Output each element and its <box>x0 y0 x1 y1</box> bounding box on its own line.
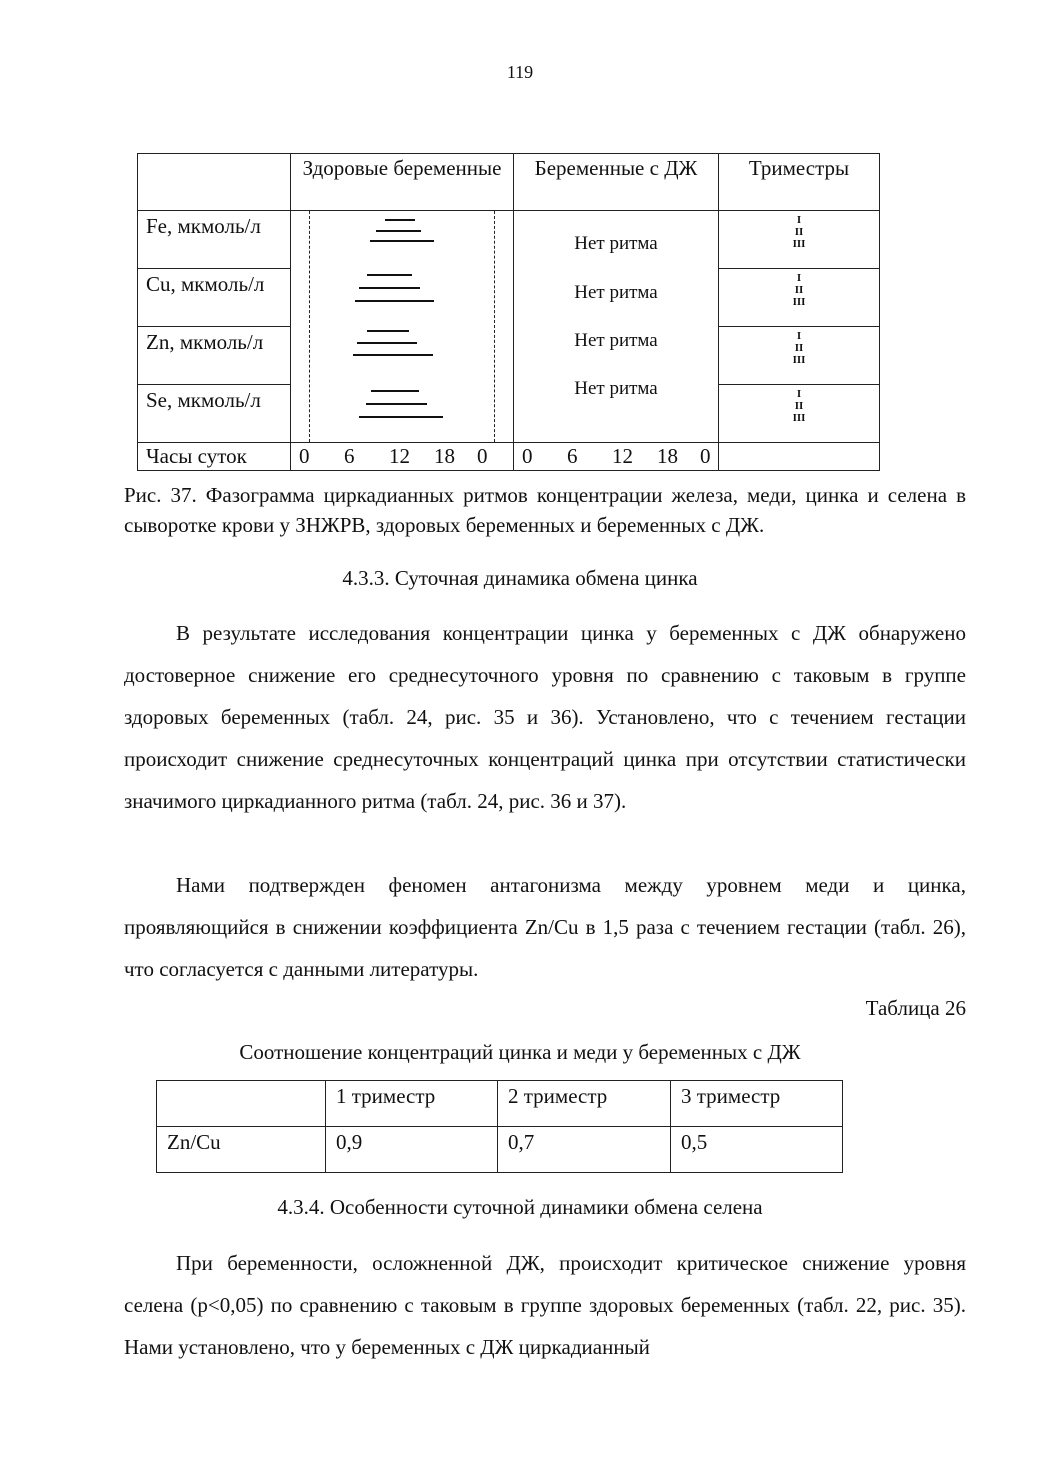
hours-axis-ida <box>514 443 719 471</box>
no-rhythm-cu: Нет ритма <box>574 282 658 303</box>
hours-label: Часы суток <box>138 443 291 471</box>
trimester-label: II <box>794 400 804 412</box>
hours-axis-empty <box>719 443 880 471</box>
table-26-cell: 0,5 <box>671 1127 843 1173</box>
table-26-header-cell: 2 триместр <box>498 1081 671 1127</box>
fig-header-healthy: Здоровые беременные <box>291 154 514 211</box>
trimester-label: III <box>792 296 806 308</box>
hour-tick: 12 <box>389 444 410 468</box>
table-26 <box>156 1080 843 1173</box>
section-heading-zinc: 4.3.3. Суточная динамика обмена цинка <box>342 566 698 590</box>
trimester-labels-cu <box>719 269 880 327</box>
page-number: 119 <box>506 62 534 82</box>
hour-tick: 12 <box>612 444 633 468</box>
trimester-label: II <box>794 226 804 238</box>
table-26-cell: 0,9 <box>326 1127 498 1173</box>
fig-header-ida: Беременные с ДЖ <box>514 154 719 211</box>
ida-phase-area <box>514 211 719 443</box>
trimester-label: III <box>792 354 806 366</box>
healthy-phase-area <box>291 211 514 443</box>
table-26-header-cell <box>157 1081 326 1127</box>
phase-bar-fe-3 <box>370 240 434 242</box>
trimester-label: II <box>794 284 804 296</box>
hour-tick: 6 <box>344 444 355 468</box>
no-rhythm-zn: Нет ритма <box>574 330 658 351</box>
trimester-label: I <box>796 272 802 284</box>
phase-bar-se-3 <box>359 416 443 418</box>
fig-header-empty <box>138 154 291 211</box>
fig-header-trimesters: Триместры <box>719 154 880 211</box>
paragraph-zn-cu-antagonism: Нами подтвержден феномен антагонизма между уровнем меди и цинка, проявляющийся в снижении коэффициента Zn/Cu в 1,5 раза с течением гестации (табл. 26), что согласуется с данными литературы. <box>124 873 966 981</box>
fig-row-label-zn: Zn, мкмоль/л <box>138 327 291 385</box>
phase-bar-cu-1 <box>367 274 412 276</box>
trimester-labels-se <box>719 385 880 443</box>
phasogram-figure-table <box>137 153 880 471</box>
hour-tick: 0 <box>522 444 533 468</box>
no-rhythm-se: Нет ритма <box>574 378 658 399</box>
trimester-label: III <box>792 238 806 250</box>
hour-tick: 0 <box>700 444 711 468</box>
phase-boundary-left <box>309 211 310 442</box>
phase-bar-cu-3 <box>355 300 434 302</box>
phase-bar-zn-3 <box>353 354 433 356</box>
table-26-cell: 0,7 <box>498 1127 671 1173</box>
phase-bar-se-1 <box>371 390 419 392</box>
no-rhythm-fe: Нет ритма <box>574 233 658 254</box>
trimester-label: II <box>794 342 804 354</box>
hour-tick: 0 <box>477 444 488 468</box>
trimester-label: I <box>796 214 802 226</box>
phase-bar-zn-2 <box>357 342 417 344</box>
phase-boundary-right <box>494 211 495 442</box>
table-26-header-cell: 1 триместр <box>326 1081 498 1127</box>
table-26-header-cell: 3 триместр <box>671 1081 843 1127</box>
table-26-title: Соотношение концентраций цинка и меди у беременных с ДЖ <box>239 1040 801 1064</box>
fig-row-label-fe: Fe, мкмоль/л <box>138 211 291 269</box>
section-heading-selenium: 4.3.4. Особенности суточной динамики обмена селена <box>277 1195 763 1219</box>
hour-tick: 0 <box>299 444 310 468</box>
trimester-label: I <box>796 330 802 342</box>
hour-tick: 18 <box>434 444 455 468</box>
hour-tick: 6 <box>567 444 578 468</box>
trimester-label: III <box>792 412 806 424</box>
phase-bar-fe-1 <box>385 219 415 221</box>
fig-row-label-se: Se, мкмоль/л <box>138 385 291 443</box>
phase-bar-fe-2 <box>376 230 421 232</box>
trimester-labels-fe <box>719 211 880 269</box>
hour-tick: 18 <box>657 444 678 468</box>
table-26-cell: Zn/Cu <box>157 1127 326 1173</box>
fig-row-label-cu: Cu, мкмоль/л <box>138 269 291 327</box>
paragraph-zinc-results: В результате исследования концентрации цинка у беременных с ДЖ обнаружено достоверное снижение его среднесуточного уровня по сравнению с таковым в группе здоровых беременных (табл. 24, рис. 35 и 36). Установлено, что с течением гестации происходит снижение среднесуточных концентраций цинка при отсутствии статистически значимого циркадианного ритма (табл. 24, рис. 36 и 37). <box>124 621 966 813</box>
figure-caption: Рис. 37. Фазограмма циркадианных ритмов концентрации железа, меди, цинка и селена в сыворотке крови у ЗНЖРВ, здоровых беременных и беременных с ДЖ. <box>124 483 966 537</box>
phase-bar-zn-1 <box>367 330 409 332</box>
trimester-labels-zn <box>719 327 880 385</box>
hours-axis-healthy <box>291 443 514 471</box>
table-26-label: Таблица 26 <box>865 996 966 1020</box>
phase-bar-se-2 <box>366 403 427 405</box>
paragraph-selenium: При беременности, осложненной ДЖ, происходит критическое снижение уровня селена (p<0,05) по сравнению с таковым в группе здоровых беременных (табл. 22, рис. 35). Нами установлено, что у беременных с ДЖ циркадианный <box>124 1251 966 1359</box>
phase-bar-cu-2 <box>359 287 420 289</box>
trimester-label: I <box>796 388 802 400</box>
